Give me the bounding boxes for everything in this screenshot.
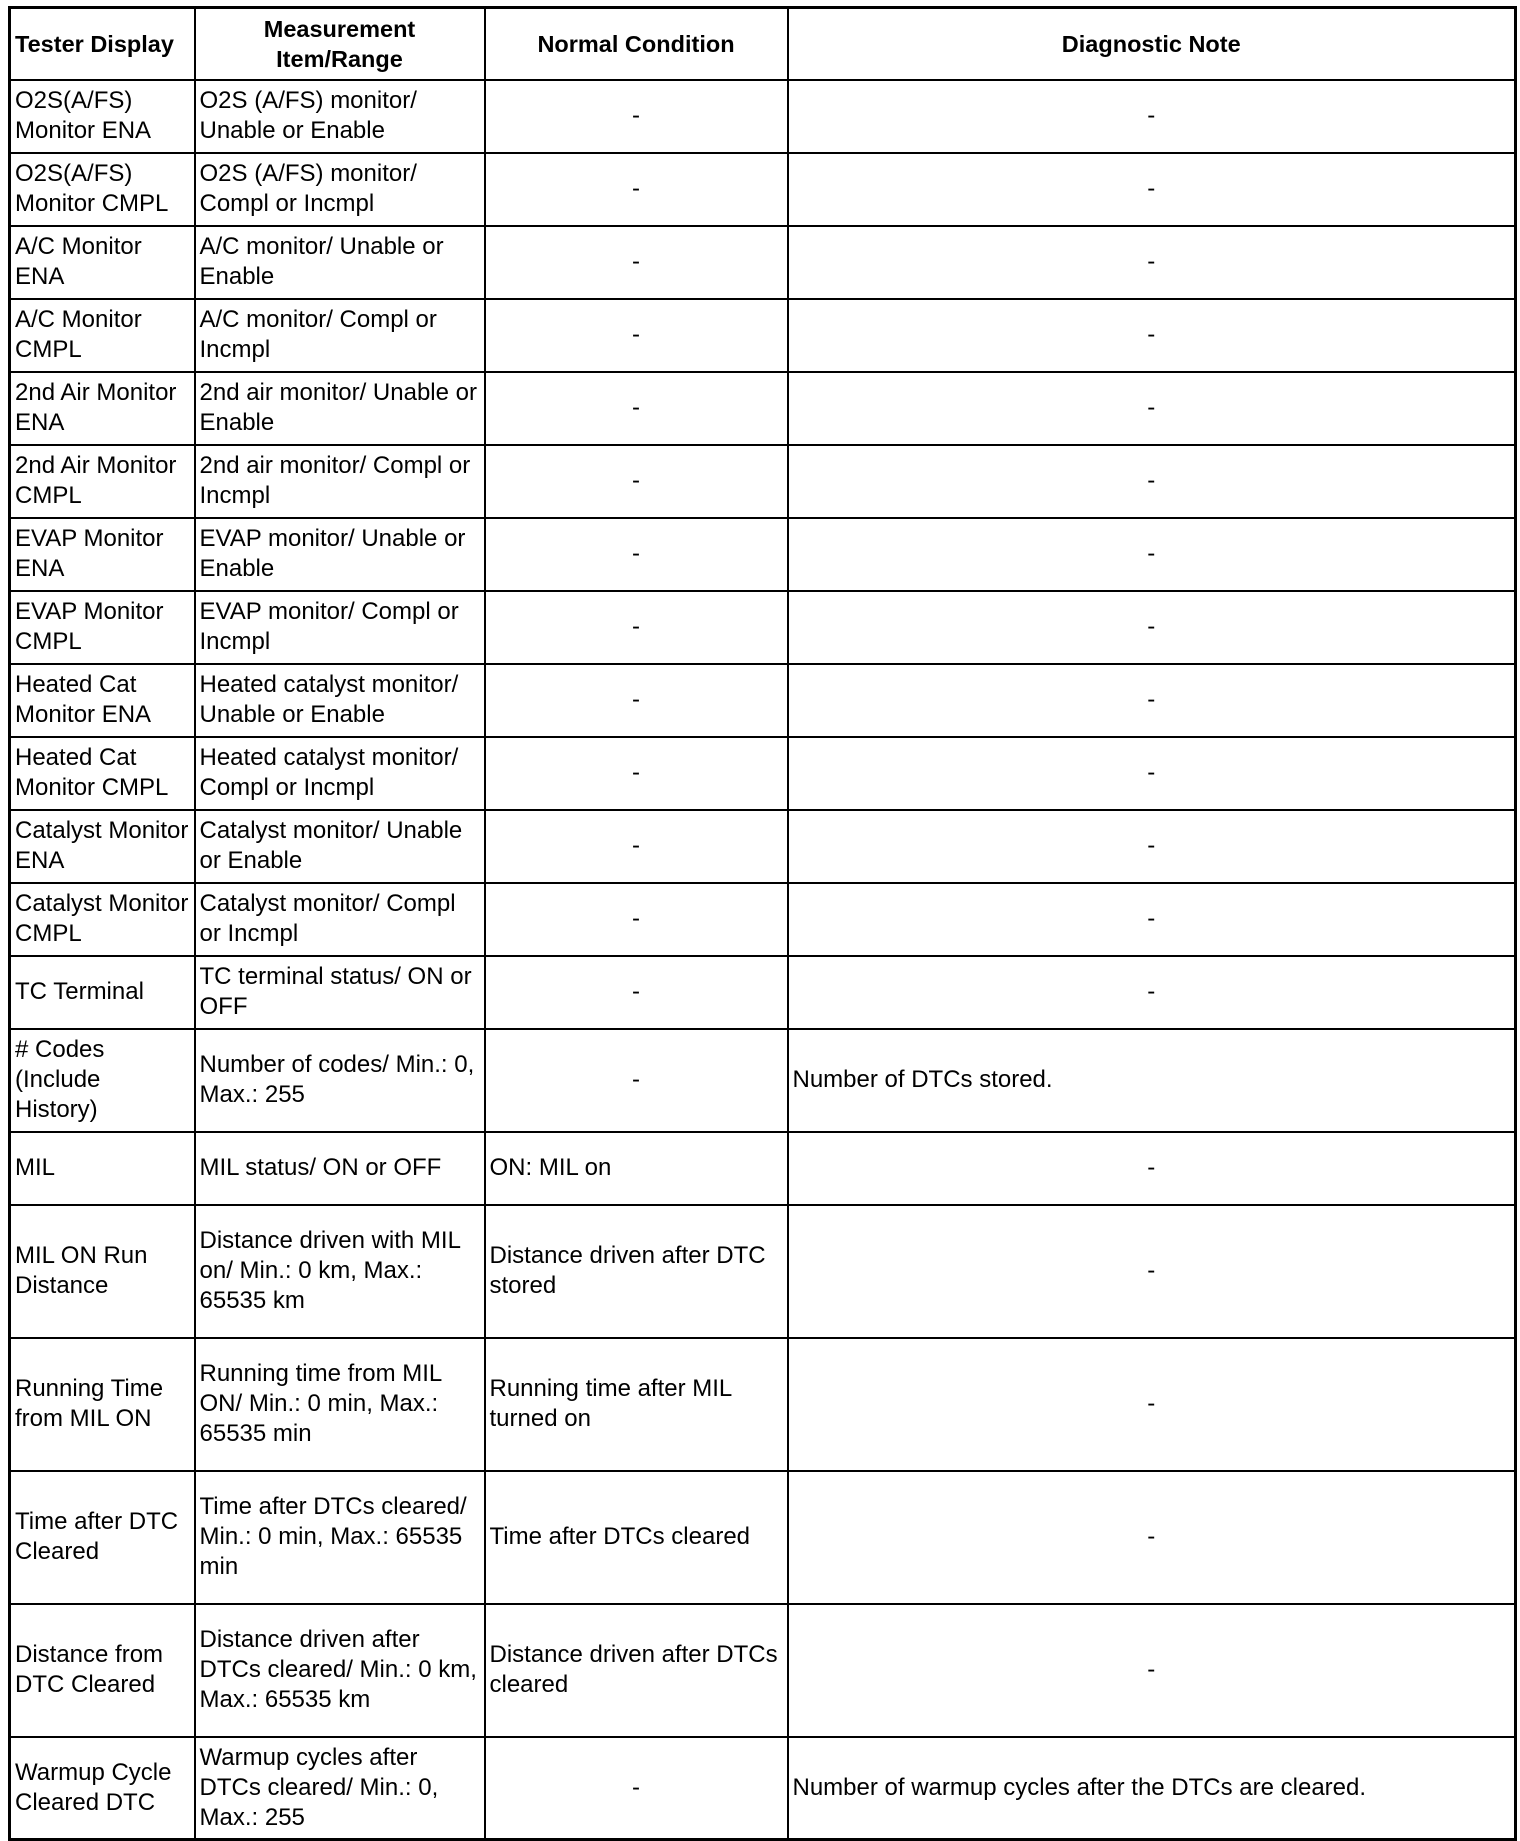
tester-display-cell: Heated Cat Monitor CMPL	[10, 737, 195, 810]
tester-display-cell: MIL	[10, 1132, 195, 1205]
table-row	[10, 1471, 1516, 1604]
tester-display-cell: A/C Monitor ENA	[10, 226, 195, 299]
normal-condition-cell: -	[485, 226, 788, 299]
tester-display-cell: MIL ON Run Distance	[10, 1205, 195, 1338]
tester-display-cell: Warmup Cycle Cleared DTC	[10, 1737, 195, 1840]
diagnostic-note-cell: -	[788, 445, 1516, 518]
normal-condition-cell: -	[485, 737, 788, 810]
tester-display-cell: Running Time from MIL ON	[10, 1338, 195, 1471]
table-row	[10, 445, 1516, 518]
measurement-cell: Warmup cycles after DTCs cleared/ Min.: 0, Max.: 255	[195, 1737, 485, 1840]
diagnostic-note-cell: -	[788, 956, 1516, 1029]
measurement-cell: Distance driven after DTCs cleared/ Min.: 0 km, Max.: 65535 km	[195, 1604, 485, 1737]
table-row	[10, 226, 1516, 299]
normal-condition-cell: Time after DTCs cleared	[485, 1471, 788, 1604]
normal-condition-cell: -	[485, 1737, 788, 1840]
diagnostic-note-cell: -	[788, 591, 1516, 664]
table-row	[10, 810, 1516, 883]
tester-display-cell: 2nd Air Monitor ENA	[10, 372, 195, 445]
normal-condition-cell: -	[485, 518, 788, 591]
table-row	[10, 1205, 1516, 1338]
diagnostic-note-cell: -	[788, 153, 1516, 226]
header-tester-display: Tester Display	[10, 8, 195, 80]
tester-display-cell: EVAP Monitor CMPL	[10, 591, 195, 664]
tester-display-cell: Catalyst Monitor ENA	[10, 810, 195, 883]
normal-condition-cell: -	[485, 445, 788, 518]
tester-display-cell: O2S(A/FS) Monitor ENA	[10, 80, 195, 153]
diagnostic-note-cell: -	[788, 1471, 1516, 1604]
measurement-cell: EVAP monitor/ Unable or Enable	[195, 518, 485, 591]
diagnostic-note-cell: Number of warmup cycles after the DTCs are cleared.	[788, 1737, 1516, 1840]
measurement-cell: O2S (A/FS) monitor/ Compl or Incmpl	[195, 153, 485, 226]
diagnostic-note-cell: -	[788, 80, 1516, 153]
measurement-cell: Catalyst monitor/ Unable or Enable	[195, 810, 485, 883]
header-measurement-item: Measurement Item/Range	[195, 8, 485, 80]
measurement-cell: A/C monitor/ Compl or Incmpl	[195, 299, 485, 372]
table-row	[10, 1737, 1516, 1840]
diagnostic-note-cell: -	[788, 1132, 1516, 1205]
diagnostic-note-cell: -	[788, 226, 1516, 299]
header-diagnostic-note: Diagnostic Note	[788, 8, 1516, 80]
normal-condition-cell: -	[485, 153, 788, 226]
table-row	[10, 518, 1516, 591]
diagnostic-note-cell: -	[788, 883, 1516, 956]
header-row	[10, 8, 1516, 80]
normal-condition-cell: -	[485, 883, 788, 956]
diagnostic-note-cell: -	[788, 737, 1516, 810]
table-row	[10, 1604, 1516, 1737]
tester-display-cell: # Codes (Include History)	[10, 1029, 195, 1132]
normal-condition-cell: Distance driven after DTC stored	[485, 1205, 788, 1338]
diagnostic-note-cell: -	[788, 1205, 1516, 1338]
measurement-cell: Heated catalyst monitor/ Unable or Enable	[195, 664, 485, 737]
measurement-cell: TC terminal status/ ON or OFF	[195, 956, 485, 1029]
tester-display-cell: A/C Monitor CMPL	[10, 299, 195, 372]
table-row	[10, 664, 1516, 737]
table-row	[10, 883, 1516, 956]
diagnostic-note-cell: Number of DTCs stored.	[788, 1029, 1516, 1132]
diagnostic-note-cell: -	[788, 299, 1516, 372]
table-row	[10, 1338, 1516, 1471]
normal-condition-cell: -	[485, 1029, 788, 1132]
normal-condition-cell: Distance driven after DTCs cleared	[485, 1604, 788, 1737]
table-row	[10, 153, 1516, 226]
normal-condition-cell: -	[485, 664, 788, 737]
normal-condition-cell: ON: MIL on	[485, 1132, 788, 1205]
tester-display-cell: EVAP Monitor ENA	[10, 518, 195, 591]
header-normal-condition: Normal Condition	[485, 8, 788, 80]
tester-display-cell: Distance from DTC Cleared	[10, 1604, 195, 1737]
tester-display-cell: TC Terminal	[10, 956, 195, 1029]
diagnostic-note-cell: -	[788, 810, 1516, 883]
tester-display-cell: Heated Cat Monitor ENA	[10, 664, 195, 737]
diagnostic-note-cell: -	[788, 1604, 1516, 1737]
measurement-cell: Heated catalyst monitor/ Compl or Incmpl	[195, 737, 485, 810]
normal-condition-cell: -	[485, 372, 788, 445]
tester-display-cell: Catalyst Monitor CMPL	[10, 883, 195, 956]
measurement-cell: Running time from MIL ON/ Min.: 0 min, Max.: 65535 min	[195, 1338, 485, 1471]
tester-display-cell: O2S(A/FS) Monitor CMPL	[10, 153, 195, 226]
measurement-cell: Time after DTCs cleared/ Min.: 0 min, Max.: 65535 min	[195, 1471, 485, 1604]
table-row	[10, 372, 1516, 445]
table-row	[10, 956, 1516, 1029]
diagnostic-note-cell: -	[788, 518, 1516, 591]
measurement-cell: Catalyst monitor/ Compl or Incmpl	[195, 883, 485, 956]
diagnostic-note-cell: -	[788, 664, 1516, 737]
table-row	[10, 299, 1516, 372]
diagnostic-note-cell: -	[788, 1338, 1516, 1471]
tester-display-cell: 2nd Air Monitor CMPL	[10, 445, 195, 518]
measurement-cell: MIL status/ ON or OFF	[195, 1132, 485, 1205]
measurement-cell: A/C monitor/ Unable or Enable	[195, 226, 485, 299]
normal-condition-cell: -	[485, 810, 788, 883]
measurement-cell: O2S (A/FS) monitor/ Unable or Enable	[195, 80, 485, 153]
measurement-cell: Number of codes/ Min.: 0, Max.: 255	[195, 1029, 485, 1132]
measurement-cell: 2nd air monitor/ Unable or Enable	[195, 372, 485, 445]
table-row	[10, 591, 1516, 664]
normal-condition-cell: -	[485, 956, 788, 1029]
measurement-cell: EVAP monitor/ Compl or Incmpl	[195, 591, 485, 664]
table-row	[10, 737, 1516, 810]
measurement-cell: Distance driven with MIL on/ Min.: 0 km, Max.: 65535 km	[195, 1205, 485, 1338]
table-row	[10, 1029, 1516, 1132]
measurement-cell: 2nd air monitor/ Compl or Incmpl	[195, 445, 485, 518]
spec-table	[8, 6, 1517, 1841]
tester-display-cell: Time after DTC Cleared	[10, 1471, 195, 1604]
normal-condition-cell: Running time after MIL turned on	[485, 1338, 788, 1471]
normal-condition-cell: -	[485, 80, 788, 153]
diagnostic-note-cell: -	[788, 372, 1516, 445]
table-row	[10, 80, 1516, 153]
table-row	[10, 1132, 1516, 1205]
normal-condition-cell: -	[485, 591, 788, 664]
normal-condition-cell: -	[485, 299, 788, 372]
